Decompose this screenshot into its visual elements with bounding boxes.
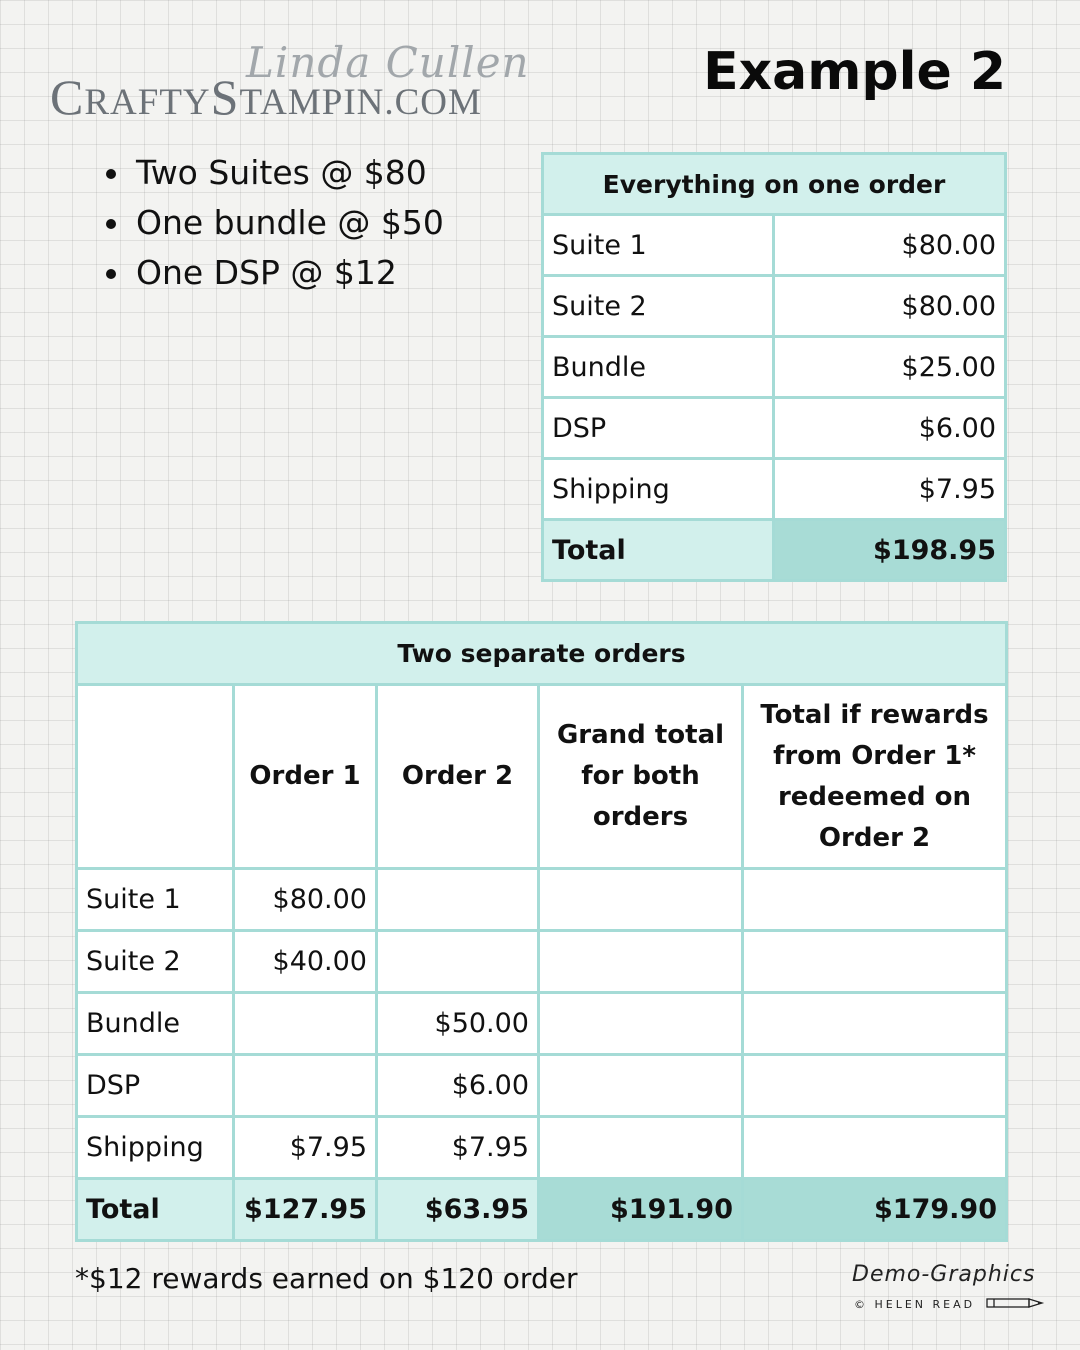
list-item: One bundle @ $50 — [104, 198, 444, 248]
column-header-row — [77, 685, 1007, 869]
rewards-total-value: $179.90 — [743, 1179, 1007, 1241]
row-label: Suite 1 — [543, 215, 774, 276]
grand-total-cell — [539, 993, 743, 1055]
table-row — [543, 459, 1006, 520]
table-row — [543, 337, 1006, 398]
pencil-icon — [984, 1296, 1046, 1310]
one-order-title: Everything on one order — [543, 154, 1006, 215]
rewards-total-cell — [743, 993, 1007, 1055]
table-row — [543, 276, 1006, 337]
column-header-rewards-total: Total if rewards from Order 1* redeemed on Order 2 — [743, 685, 1007, 869]
credit-byline: © HELEN READ — [854, 1298, 976, 1311]
row-label: DSP — [77, 1055, 234, 1117]
order-1-cell — [234, 993, 377, 1055]
row-value: $80.00 — [774, 215, 1006, 276]
table-row — [77, 931, 1007, 993]
table-header-row — [543, 154, 1006, 215]
order-1-cell: $40.00 — [234, 931, 377, 993]
column-header-order-1: Order 1 — [234, 685, 377, 869]
column-header-order-2: Order 2 — [377, 685, 539, 869]
logo-brand: CRAFTYSTAMPIN.COM — [50, 69, 482, 125]
logo — [50, 38, 530, 125]
grand-total-cell — [539, 1117, 743, 1179]
row-value: $7.95 — [774, 459, 1006, 520]
order-2-cell: $7.95 — [377, 1117, 539, 1179]
item-list — [104, 148, 444, 298]
order-1-cell: $7.95 — [234, 1117, 377, 1179]
row-label: Bundle — [543, 337, 774, 398]
grand-total-cell — [539, 931, 743, 993]
logo-script-name: Linda Cullen — [246, 38, 530, 87]
grand-total-value: $191.90 — [539, 1179, 743, 1241]
order-1-cell: $80.00 — [234, 869, 377, 931]
two-orders-table — [75, 621, 1008, 1242]
credit — [852, 1262, 1052, 1322]
order-1-total: $127.95 — [234, 1179, 377, 1241]
list-item: Two Suites @ $80 — [104, 148, 444, 198]
row-label: Suite 2 — [77, 931, 234, 993]
row-value: $80.00 — [774, 276, 1006, 337]
list-item: One DSP @ $12 — [104, 248, 444, 298]
table-row — [77, 1055, 1007, 1117]
page-title: Example 2 — [703, 42, 1006, 102]
two-orders-title: Two separate orders — [77, 623, 1007, 685]
rewards-total-cell — [743, 1117, 1007, 1179]
total-value: $198.95 — [774, 520, 1006, 581]
rewards-total-cell — [743, 1055, 1007, 1117]
total-row — [77, 1179, 1007, 1241]
table-row — [77, 993, 1007, 1055]
table-row — [77, 1117, 1007, 1179]
grand-total-cell — [539, 869, 743, 931]
rewards-total-cell — [743, 869, 1007, 931]
total-label: Total — [543, 520, 774, 581]
order-2-cell: $6.00 — [377, 1055, 539, 1117]
row-label: Suite 1 — [77, 869, 234, 931]
row-label: DSP — [543, 398, 774, 459]
one-order-table — [541, 152, 1007, 582]
footnote: *$12 rewards earned on $120 order — [75, 1262, 578, 1295]
table-row — [543, 398, 1006, 459]
order-2-cell: $50.00 — [377, 993, 539, 1055]
table-row — [543, 215, 1006, 276]
grand-total-cell — [539, 1055, 743, 1117]
row-label: Bundle — [77, 993, 234, 1055]
row-value: $6.00 — [774, 398, 1006, 459]
total-row — [543, 520, 1006, 581]
order-2-cell — [377, 869, 539, 931]
table-header-row — [77, 623, 1007, 685]
order-2-total: $63.95 — [377, 1179, 539, 1241]
rewards-total-cell — [743, 931, 1007, 993]
order-1-cell — [234, 1055, 377, 1117]
order-2-cell — [377, 931, 539, 993]
row-label: Shipping — [543, 459, 774, 520]
row-label: Shipping — [77, 1117, 234, 1179]
row-value: $25.00 — [774, 337, 1006, 398]
credit-signature: Demo-Graphics — [852, 1262, 1036, 1287]
total-label: Total — [77, 1179, 234, 1241]
column-header-empty — [77, 685, 234, 869]
column-header-grand-total: Grand total for both orders — [539, 685, 743, 869]
table-row — [77, 869, 1007, 931]
row-label: Suite 2 — [543, 276, 774, 337]
